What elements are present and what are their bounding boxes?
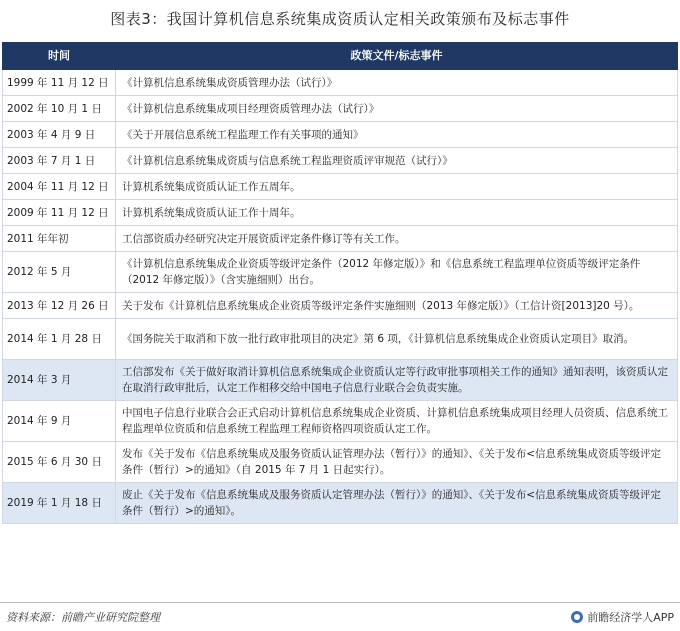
row-event: 《关于开展信息系统工程监理工作有关事项的通知》 xyxy=(116,122,678,148)
row-time: 2011 年年初 xyxy=(3,226,116,252)
source-note: 资料来源：前瞻产业研究院整理 xyxy=(6,611,160,624)
table-header-row xyxy=(3,43,678,70)
row-event: 《计算机信息系统集成项目经理资质管理办法（试行）》 xyxy=(116,96,678,122)
row-event: 废止《关于发布《信息系统集成及服务资质认定管理办法（暂行）》的通知》、《关于发布<信息系统集成资质等级评定条件（暂行）>的通知》。 xyxy=(116,483,678,524)
policy-table xyxy=(2,42,678,524)
row-time: 2003 年 4 月 9 日 xyxy=(3,122,116,148)
row-time: 2019 年 1 月 18 日 xyxy=(3,483,116,524)
table-row xyxy=(3,252,678,293)
chart-title: 图表3：我国计算机信息系统集成资质认定相关政策颁布及标志事件 xyxy=(110,10,570,28)
brand-name: 前瞻经济学人APP xyxy=(587,611,674,624)
row-time: 2004 年 11 月 12 日 xyxy=(3,174,116,200)
table-row xyxy=(3,319,678,360)
brand xyxy=(571,609,674,625)
table-row xyxy=(3,442,678,483)
row-event: 《国务院关于取消和下放一批行政审批项目的决定》第 6 项，《计算机信息系统集成企业资质认定项目》取消。 xyxy=(116,319,678,360)
table-row xyxy=(3,122,678,148)
table-row xyxy=(3,174,678,200)
table-row xyxy=(3,148,678,174)
row-event: 关于发布《计算机信息系统集成企业资质等级评定条件实施细则（2013 年修定版）》（工信计资[2013]20 号）。 xyxy=(116,293,678,319)
table-row xyxy=(3,293,678,319)
row-event: 发布《关于发布《信息系统集成及服务资质认证管理办法（暂行）》的通知》、《关于发布<信息系统集成资质等级评定条件（暂行）>的通知》（自 2015 年 7 月 1 日起实行）。 xyxy=(116,442,678,483)
row-time: 2002 年 10 月 1 日 xyxy=(3,96,116,122)
row-time: 2014 年 3 月 xyxy=(3,360,116,401)
row-time: 2014 年 1 月 28 日 xyxy=(3,319,116,360)
row-event: 计算机系统集成资质认证工作十周年。 xyxy=(116,200,678,226)
brand-logo-icon xyxy=(571,611,583,623)
row-time: 1999 年 11 月 12 日 xyxy=(3,70,116,96)
row-time: 2003 年 7 月 1 日 xyxy=(3,148,116,174)
row-event: 工信部发布《关于做好取消计算机信息系统集成企业资质认定等行政审批事项相关工作的通知》通知表明，该资质认定在取消行政审批后，认定工作相移交给中国电子信息行业联合会负责实施。 xyxy=(116,360,678,401)
row-time: 2015 年 6 月 30 日 xyxy=(3,442,116,483)
row-time: 2012 年 5 月 xyxy=(3,252,116,293)
row-time: 2013 年 12 月 26 日 xyxy=(3,293,116,319)
row-time: 2009 年 11 月 12 日 xyxy=(3,200,116,226)
header-event: 政策文件/标志事件 xyxy=(116,43,678,70)
footer xyxy=(0,602,680,631)
table-row xyxy=(3,360,678,401)
row-event: 《计算机信息系统集成企业资质等级评定条件（2012 年修定版）》和《信息系统工程监理单位资质等级评定条件（2012 年修定版）》（含实施细则）出台。 xyxy=(116,252,678,293)
row-event: 《计算机信息系统集成资质与信息系统工程监理资质评审规范（试行）》 xyxy=(116,148,678,174)
row-event: 工信部资质办经研究决定开展资质评定条件修订等有关工作。 xyxy=(116,226,678,252)
row-event: 《计算机信息系统集成资质管理办法（试行）》 xyxy=(116,70,678,96)
table-row xyxy=(3,96,678,122)
header-time: 时间 xyxy=(3,43,116,70)
table-row xyxy=(3,200,678,226)
table-row xyxy=(3,483,678,524)
row-event: 中国电子信息行业联合会正式启动计算机信息系统集成企业资质、计算机信息系统集成项目经理人员资质、信息系统工程监理单位资质和信息系统工程监理工程师资格四项资质认定工作。 xyxy=(116,401,678,442)
table-row xyxy=(3,401,678,442)
table-row xyxy=(3,226,678,252)
row-event: 计算机系统集成资质认证工作五周年。 xyxy=(116,174,678,200)
row-time: 2014 年 9 月 xyxy=(3,401,116,442)
table-row xyxy=(3,70,678,96)
